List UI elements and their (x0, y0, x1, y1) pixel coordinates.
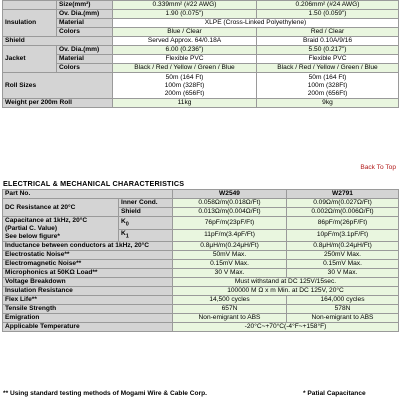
cell-b: 250mV Max. (287, 251, 399, 260)
row-label: Weight per 200m Roll (3, 99, 113, 108)
row-label: Flex Life** (3, 296, 173, 305)
table-row (3, 37, 399, 46)
cell-b: Non-emigrant to ABS (287, 314, 399, 323)
row-sublabel: Material (57, 55, 113, 64)
cell-a: 0.013Ω/m(0.004Ω/Ft) (173, 208, 287, 217)
cell-merged: -20°C~+70°C(-4°F~+158°F) (173, 323, 399, 332)
cell-a: Served Approx. 64/0.18A (113, 37, 257, 46)
cell-b: 5.50 (0.217") (257, 46, 399, 55)
cell-a: 0.8μH/m(0.24μH/Ft) (173, 242, 287, 251)
row-label: Jacket (3, 46, 57, 73)
label-line: See below figure* (5, 233, 60, 240)
table-row (3, 99, 399, 108)
row-label (3, 217, 119, 242)
table-row (3, 296, 399, 305)
cell-b (257, 73, 399, 99)
row-sublabel: Inner Cond. (119, 199, 173, 208)
table-row (3, 199, 399, 208)
row-label: Insulation Resistance (3, 287, 173, 296)
row-sublabel: Colors (57, 64, 113, 73)
cell-a: Non-emigrant to ABS (173, 314, 287, 323)
cell-b: 9kg (257, 99, 399, 108)
cell-a: Blue / Clear (113, 28, 257, 37)
roll-size-line: 200m (656Ft) (164, 89, 205, 97)
roll-size-line: 200m (656Ft) (307, 89, 348, 97)
cell-a: 76pF/m(23pF/Ft) (173, 217, 287, 230)
table-row (3, 73, 399, 99)
cell-b: 0.09Ω/m(0.027Ω/Ft) (287, 199, 399, 208)
k-label: K (121, 217, 126, 225)
row-sublabel (119, 217, 173, 230)
cell-b: 0.206mm² (#24 AWG) (257, 1, 399, 10)
cell-a: 50mV Max. (173, 251, 287, 260)
cell-b: 0.002Ω/m(0.006Ω/Ft) (287, 208, 399, 217)
table-row (3, 314, 399, 323)
cell-b: 0.15mV Max. (287, 260, 399, 269)
cell-a: 14,500 cycles (173, 296, 287, 305)
cell-b: 578N (287, 305, 399, 314)
row-label: Emigration (3, 314, 173, 323)
cell-a: 657N (173, 305, 287, 314)
table-row (3, 1, 399, 10)
cell-a: 11kg (113, 99, 257, 108)
cell-b: Black / Red / Yellow / Green / Blue (257, 64, 399, 73)
row-label: Roll Sizes (3, 73, 113, 99)
cell-b: Red / Clear (257, 28, 399, 37)
row-label: Electromagnetic Noise** (3, 260, 173, 269)
row-sublabel (119, 229, 173, 242)
cell-b: 30 V Max. (287, 269, 399, 278)
cell-a: 0.058Ω/m(0.018Ω/Ft) (173, 199, 287, 208)
roll-size-line: 50m (164 Ft) (308, 73, 347, 81)
cell-b: Flexible PVC (257, 55, 399, 64)
table-row (3, 287, 399, 296)
cell-b: 0.8μH/m(0.24μH/Ft) (287, 242, 399, 251)
electrical-table (2, 189, 399, 332)
row-label: Microphonics at 50KΩ Load** (3, 269, 173, 278)
column-header-b: W2791 (287, 190, 399, 199)
roll-size-line: 100m (328Ft) (307, 81, 348, 89)
table-row (3, 278, 399, 287)
cell-b: 86pF/m(26pF/Ft) (287, 217, 399, 230)
cell-a: 11pF/m(3.4pF/Ft) (173, 229, 287, 242)
cell-a: 1.90 (0.075") (113, 10, 257, 19)
cell-b: Braid 0.10A/9/16 (257, 37, 399, 46)
roll-size-line: 50m (164 Ft) (165, 73, 204, 81)
row-label: DC Resistance at 20°C (3, 199, 119, 217)
table-row (3, 46, 399, 55)
cell-merged: 100000 M Ω x m Min. at DC 125V, 20°C (173, 287, 399, 296)
cell-b: 10pF/m(3.1pF/Ft) (287, 229, 399, 242)
table-row (3, 260, 399, 269)
row-sublabel: Shield (119, 208, 173, 217)
cell-a (113, 73, 257, 99)
table-row (3, 323, 399, 332)
row-label: Electrostatic Noise** (3, 251, 173, 260)
cell-a: 0.15mV Max. (173, 260, 287, 269)
row-label: Shield (3, 37, 113, 46)
footnote-capacitance: * Patial Capacitance (303, 390, 366, 397)
cell-a: 0.339mm² (#22 AWG) (113, 1, 257, 10)
row-label: Applicable Temperature (3, 323, 173, 332)
row-label: Inductance between conductors at 1kHz, 20°C (3, 242, 173, 251)
k-subscript: 1 (125, 233, 129, 240)
row-sublabel: Colors (57, 28, 113, 37)
table-row (3, 190, 399, 199)
row-label (3, 1, 57, 10)
cell-a: 30 V Max. (173, 269, 287, 278)
cell-a: Black / Red / Yellow / Green / Blue (113, 64, 257, 73)
table-row (3, 251, 399, 260)
row-label: Voltage Breakdown (3, 278, 173, 287)
row-label: Tensile Strength (3, 305, 173, 314)
back-to-top-link[interactable]: Back To Top (360, 164, 396, 171)
k-label: K (121, 230, 126, 238)
cell-merged: XLPE (Cross-Linked Polyethylene) (113, 19, 399, 28)
cell-a: Flexible PVC (113, 55, 257, 64)
cell-merged: Must withstand at DC 125V/15sec. (173, 278, 399, 287)
construction-table (2, 0, 399, 108)
cell-a: 6.00 (0.236") (113, 46, 257, 55)
row-sublabel: Ov. Dia.(mm) (57, 46, 113, 55)
row-sublabel: Material (57, 19, 113, 28)
label-line: Capacitance at 1kHz, 20°C (5, 217, 88, 224)
k-subscript: 0 (125, 220, 129, 227)
footnotes (3, 390, 397, 397)
column-header-a: W2549 (173, 190, 287, 199)
table-row (3, 64, 399, 73)
table-row (3, 305, 399, 314)
section-title: ELECTRICAL & MECHANICAL CHARACTERISTICS (3, 179, 185, 188)
part-no-label: Part No. (3, 190, 173, 199)
row-sublabel: Ov. Dia.(mm) (57, 10, 113, 19)
cell-b: 164,000 cycles (287, 296, 399, 305)
row-label: Insulation (3, 10, 57, 37)
table-row (3, 217, 399, 230)
row-sublabel: Size(mm²) (57, 1, 113, 10)
table-row (3, 269, 399, 278)
label-line: (Partial C. Value) (5, 225, 58, 232)
table-row (3, 55, 399, 64)
footnote-testing: ** Using standard testing methods of Mogami Wire & Cable Corp. (3, 390, 208, 397)
table-row (3, 28, 399, 37)
table-row (3, 10, 399, 19)
table-row (3, 19, 399, 28)
cell-b: 1.50 (0.059") (257, 10, 399, 19)
roll-size-line: 100m (328Ft) (164, 81, 205, 89)
table-row (3, 242, 399, 251)
